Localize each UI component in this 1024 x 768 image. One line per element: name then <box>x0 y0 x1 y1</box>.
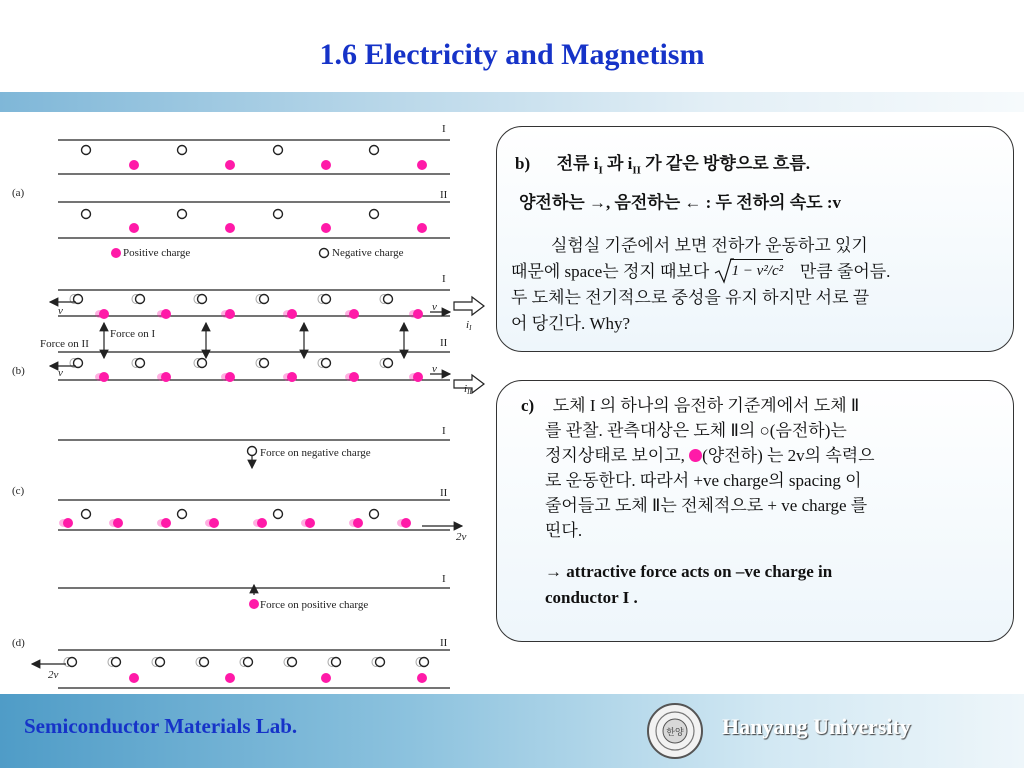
velocity-label: v <box>432 301 437 313</box>
positive-charge <box>353 518 363 528</box>
velocity-label: v <box>58 305 63 317</box>
conductor-2-label: II <box>440 189 448 201</box>
top-gradient-bar <box>0 92 1024 112</box>
negative-charge <box>178 146 187 155</box>
box-c-line1: 도체 I 의 하나의 음전하 기준계에서 도체 Ⅱ <box>552 396 860 415</box>
negative-charge <box>274 510 283 519</box>
positive-charge <box>161 372 171 382</box>
negative-charge <box>260 295 269 304</box>
box-b-line4: 때문에 space는 정지 때보다 1 − v²/c² 만큼 줄어듬. <box>511 259 890 284</box>
negative-charge <box>370 210 379 219</box>
current-1-label: iI <box>466 319 472 332</box>
conductor-2-label: II <box>440 337 448 349</box>
box-b-line5: 두 도체는 전기적으로 중성을 유지 하지만 서로 끌 <box>511 288 870 307</box>
positive-charge <box>129 673 139 683</box>
positive-charge <box>413 309 423 319</box>
university-seal-icon <box>646 702 704 760</box>
positive-charge <box>249 599 259 609</box>
explanation-box-b <box>496 126 1014 352</box>
svg-text:한양: 한양 <box>666 728 684 738</box>
negative-charge <box>68 658 77 667</box>
negative-charge <box>178 510 187 519</box>
panel-d-label: (d) <box>12 637 25 649</box>
positive-charge <box>63 518 73 528</box>
positive-charge <box>225 223 235 233</box>
negative-charge <box>320 249 329 258</box>
box-b-line2: 양전하는 →, 음전하는 ← : 두 전하의 속도 :v <box>519 193 841 212</box>
panel-a-label: (a) <box>12 187 25 199</box>
negative-charge <box>384 359 393 368</box>
positive-charge <box>321 673 331 683</box>
positive-charge <box>321 160 331 170</box>
conductor-2-label: II <box>440 487 448 499</box>
box-c-line2: 를 관찰. 관측대상은 도체 Ⅱ의 ○(음전하)는 <box>545 421 847 440</box>
positive-charge <box>349 309 359 319</box>
negative-charge <box>274 210 283 219</box>
negative-charge <box>322 295 331 304</box>
negative-charge <box>136 295 145 304</box>
negative-charge <box>82 146 91 155</box>
positive-charge <box>287 372 297 382</box>
two-v-label: 2v <box>48 669 59 681</box>
current-2-label: iII <box>464 383 472 396</box>
positive-charge <box>417 223 427 233</box>
charge-diagram <box>10 118 490 692</box>
negative-charge <box>420 658 429 667</box>
negative-charge <box>274 146 283 155</box>
box-b-line1: 전류 $i_I$ 과 $i_{II}$ 가 같은 방향으로 흐름. <box>556 154 811 177</box>
negative-charge <box>136 359 145 368</box>
negative-charge <box>178 210 187 219</box>
negative-charge <box>244 658 253 667</box>
positive-charge <box>129 223 139 233</box>
positive-charge <box>321 223 331 233</box>
positive-charge <box>287 309 297 319</box>
conductor-1-label: I <box>442 273 446 285</box>
legend-positive-label: Positive charge <box>123 247 191 259</box>
panel-c-label: (c) <box>12 485 25 497</box>
positive-charge-icon <box>689 449 702 462</box>
negative-charge <box>82 210 91 219</box>
positive-charge <box>417 673 427 683</box>
box-b-label: b) <box>515 154 531 173</box>
box-c-label: c) <box>521 396 535 415</box>
negative-charge <box>112 658 121 667</box>
negative-charge <box>288 658 297 667</box>
panel-b-label: (b) <box>12 365 25 377</box>
positive-charge <box>225 309 235 319</box>
velocity-label: v <box>432 363 437 375</box>
conductor-1-label: I <box>442 123 446 135</box>
conductor-2-label: II <box>440 637 448 649</box>
negative-charge <box>322 359 331 368</box>
positive-charge <box>417 160 427 170</box>
footer-bar <box>0 694 1024 768</box>
positive-charge <box>225 372 235 382</box>
positive-charge <box>257 518 267 528</box>
force-on-negative-label: Force on negative charge <box>260 447 371 459</box>
positive-charge <box>161 309 171 319</box>
positive-charge <box>305 518 315 528</box>
negative-charge <box>384 295 393 304</box>
box-c-line4: 로 운동한다. 따라서 +ve charge의 spacing 이 <box>545 471 862 490</box>
force-on-2-label: Force on II <box>40 338 89 350</box>
force-on-positive-label: Force on positive charge <box>260 599 369 611</box>
negative-charge <box>260 359 269 368</box>
negative-charge <box>248 447 257 456</box>
positive-charge <box>161 518 171 528</box>
two-v-label: 2v <box>456 531 467 543</box>
current-1-arrow <box>454 297 484 315</box>
positive-charge <box>225 160 235 170</box>
negative-charge <box>370 510 379 519</box>
negative-charge <box>332 658 341 667</box>
positive-charge <box>225 673 235 683</box>
conductor-1-label: I <box>442 573 446 585</box>
positive-charge <box>111 248 121 258</box>
positive-charge <box>113 518 123 528</box>
university-name: Hanyang University <box>722 714 911 739</box>
box-b-line6: 어 당긴다. Why? <box>511 314 631 333</box>
negative-charge <box>198 359 207 368</box>
explanation-box-c <box>496 380 1014 642</box>
positive-charge <box>209 518 219 528</box>
box-b-line3: 실험실 기준에서 보면 전하가 운동하고 있기 <box>551 236 868 255</box>
negative-charge <box>200 658 209 667</box>
lab-name: Semiconductor Materials Lab. <box>24 714 298 738</box>
positive-charge <box>99 372 109 382</box>
conductor-1-label: I <box>442 425 446 437</box>
positive-charge <box>413 372 423 382</box>
negative-charge <box>370 146 379 155</box>
box-c-line5: 줄어들고 도체 Ⅱ는 전체적으로 + ve charge 를 <box>545 496 868 515</box>
legend-negative-label: Negative charge <box>332 247 404 259</box>
box-c-line6: 띤다. <box>545 521 583 540</box>
negative-charge <box>198 295 207 304</box>
box-c-line7: → attractive force acts on –ve charge in <box>545 562 833 581</box>
negative-charge <box>156 658 165 667</box>
positive-charge <box>401 518 411 528</box>
negative-charge <box>376 658 385 667</box>
page-title: 1.6 Electricity and Magnetism <box>319 38 705 71</box>
negative-charge <box>82 510 91 519</box>
positive-charge <box>129 160 139 170</box>
positive-charge <box>99 309 109 319</box>
velocity-label: v <box>58 367 63 379</box>
positive-charge <box>349 372 359 382</box>
box-c-line8: conductor I . <box>545 588 638 607</box>
sqrt-expression: 1 − v²/c² <box>714 259 796 283</box>
box-c-line3: 정지상태로 보이고, (양전하) 는 2v의 속력으 <box>545 446 875 465</box>
force-on-1-label: Force on I <box>110 328 156 340</box>
